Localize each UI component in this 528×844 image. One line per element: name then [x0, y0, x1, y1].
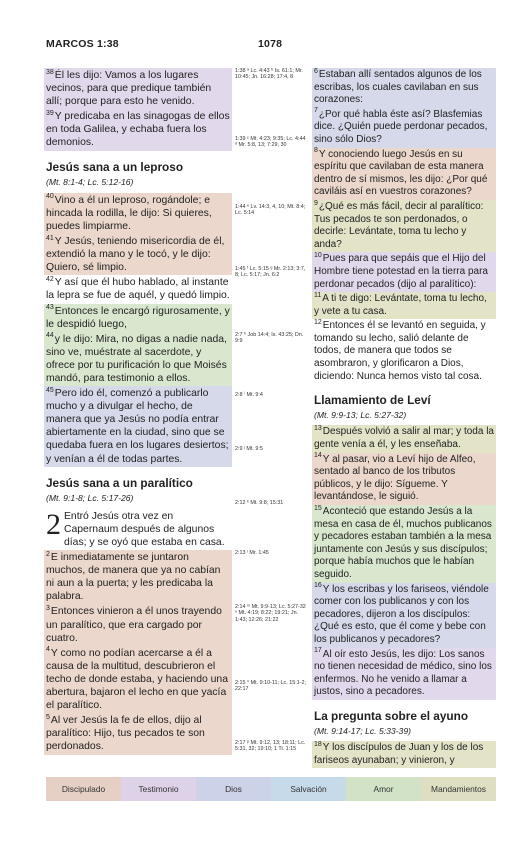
heading-ayuno-ref: (Mt. 9:14-17; Lc. 5:33-39)	[314, 725, 411, 736]
verse-2-14: $^{14}$Y al pasar, vio a Leví hijo de Alfeo, sentado al banco de los tributos públicos, y le dijo: Sígueme. Y levantándose, le siguió.	[312, 453, 496, 505]
legend-amor: Amor	[346, 777, 421, 801]
verse-2-8: $^8$Y conociendo luego Jesús en su espíritu que cavilaban de esta manera dentro de sí mismos, les dijo: ¿Por qué caviláis así en vuestros corazones?	[312, 148, 496, 200]
chapter-number: 2	[46, 507, 61, 541]
verse-2-9: $^9$¿Qué es más fácil, decir al paralítico: Tus pecados te son perdonados, o decirle: Levántate, toma tu lecho y anda?	[312, 200, 496, 252]
heading-leproso: Jesús sana a un leproso	[46, 159, 184, 174]
verse-2-18: $^{18}$Y los discípulos de Juan y los de los fariseos ayunaban; y vinieron, y	[312, 741, 496, 768]
running-head: MARCOS 1:38	[46, 38, 119, 50]
verse-1-44: $^{44}$y le dijo: Mira, no digas a nadie nada, sino ve, muéstrate al sacerdote, y ofrece por tu purificación lo que Moisés mandó, para testimonio a ellos.	[44, 332, 232, 386]
color-legend	[46, 777, 496, 801]
heading-levi: Llamamiento de Leví	[314, 393, 431, 408]
ref-2-12: 2:12 ᵏ Mt. 9:8; 15:31	[235, 500, 284, 506]
ref-2-9: 2:9 ʲ Mt. 9:5	[235, 446, 263, 452]
ref-1-39: 1:39 ᶜ Mt. 4:23; 9:35; Lc. 4:44 ᵈ Mr. 5:8, 13; 7:29, 30	[235, 136, 306, 149]
verse-2-10: $^{10}$Pues para que sepáis que el Hijo del Hombre tiene potestad en la tierra para perdonar pecados (dijo al paralítico):	[312, 252, 496, 292]
verse-2-5: $^5$Al ver Jesús la fe de ellos, dijo al paralítico: Hijo, tus pecados te son perdonados.	[44, 713, 232, 754]
verse-1-42: $^{42}$Y así que él hubo hablado, al instante la lepra se fue de aquél, y quedó limpio.	[46, 275, 230, 302]
verse-1-41: $^{41}$Y Jesús, teniendo misericordia de él, extendió la mano y le tocó, y le dijo: Quiero, sé limpio.	[44, 234, 232, 275]
verse-2-4: $^4$Y como no podían acercarse a él a causa de la multitud, descubrieron el techo de donde estaba, y haciendo una abertura, bajaron el lecho en que yacía el paralítico.	[44, 646, 232, 713]
ref-2-13: 2:13 ˡ Mr. 1:45	[235, 550, 269, 556]
heading-levi-ref: (Mt. 9:9-13; Lc. 5:27-32)	[314, 409, 407, 420]
right-column	[314, 68, 494, 768]
left-column	[46, 68, 230, 755]
verse-1-45: $^{45}$Pero ido él, comenzó a publicarlo mucho y a divulgar el hecho, de manera que ya Jesús no podía entrar abiertamente en la ciudad, sino que se quedaba fuera en los lugares desiertos; y venían a él de todas partes.	[44, 386, 232, 467]
legend-mandamientos: Mandamientos	[421, 777, 496, 801]
ref-2-7: 2:7 ʰ Job 14:4; Is. 43:25; Dn. 9:9	[235, 332, 304, 345]
verse-2-12: $^{12}$Entonces él se levantó en seguida, y tomando su lecho, salió delante de todos, de manera que todos se asombraron, y glorificaron a Dios, diciendo: Nunca hemos visto tal cosa.	[314, 318, 486, 382]
verse-2-2: $^2$E inmediatamente se juntaron muchos, de manera que ya no cabían ni aun a la puerta; y les predicaba la palabra.	[44, 550, 232, 604]
ref-2-8: 2:8 ⁱ Mt. 9:4	[235, 392, 263, 398]
ref-2-14: 2:14 ᵐ Mt. 9:9-13; Lc. 5:27-32 ⁿ Mt. 4:19; 8:22; 19:21; Jn. 1:43; 12:26; 21:22	[235, 604, 306, 623]
heading-ayuno: La pregunta sobre el ayuno	[314, 708, 469, 723]
verse-2-17: $^{17}$Al oír esto Jesús, les dijo: Los sanos no tienen necesidad de médico, sino los enfermos. No he venido a llamar a justos, sino a pecadores.	[312, 648, 496, 700]
legend-salvacion: Salvación	[271, 777, 346, 801]
page-number: 1078	[258, 38, 283, 50]
verse-2-11: $^{11}$A ti te digo: Levántate, toma tu lecho, y vete a tu casa.	[312, 292, 496, 319]
ref-1-44: 1:44 ᵉ Lv. 14:3, 4, 10; Mt. 8:4; Lc. 5:14	[235, 204, 306, 217]
verse-2-1: 2 Entró Jesús otra vez en Capernaum después de algunos días; y se oyó que estaba en casa.	[46, 507, 225, 548]
legend-discipulado: Discipulado	[46, 777, 121, 801]
verse-1-40: $^{40}$Vino a él un leproso, rogándole; e hincada la rodilla, le dijo: Si quieres, puedes limpiarme.	[44, 193, 232, 234]
ref-1-38: 1:38 ᵃ Lc. 4:43 ᵇ Is. 61:1; Mr. 10:45; Jn. 16:28; 17:4, 8	[235, 68, 303, 81]
heading-leproso-ref: (Mt. 8:1-4; Lc. 5:12-16)	[46, 176, 134, 187]
verse-2-16: $^{16}$Y los escribas y los fariseos, viéndole comer con los publicanos y con los pecadores, dijeron a los discípulos: ¿Qué es esto, que él come y bebe con los publicanos y pecadores?	[312, 583, 496, 648]
verse-1-39: $^{39}$Y predicaba en las sinagogas de ellos en toda Galilea, y echaba fuera los demonios.	[44, 109, 232, 150]
ref-1-45: 1:45 ᶠ Lc. 5:15 ᵍ Mr. 2:13; 3:7, 8; Lc. 5:17; Jn. 6:2	[235, 266, 306, 279]
legend-testimonio: Testimonio	[121, 777, 196, 801]
heading-paralitico-ref: (Mt. 9:1-8; Lc. 5:17-26)	[46, 492, 134, 503]
verse-2-13: $^{13}$Después volvió a salir al mar; y toda la gente venía a él, y les enseñaba.	[312, 425, 496, 452]
heading-paralitico: Jesús sana a un paralítico	[46, 475, 193, 490]
verse-1-43: $^{43}$Entonces le encargó rigurosamente, y le despidió luego,	[44, 304, 232, 332]
verse-1-38: $^{38}$Él les dijo: Vamos a los lugares vecinos, para que predique también allí; porque para esto he venido.	[44, 68, 232, 109]
verse-2-6: $^6$Estaban allí sentados algunos de los escribas, los cuales cavilaban en sus corazones:	[312, 68, 496, 108]
verse-2-7: $^7$¿Por qué habla éste así? Blasfemias dice. ¿Quién puede perdonar pecados, sino sólo Dios?	[312, 108, 496, 148]
verse-2-15: $^{15}$Aconteció que estando Jesús a la mesa en casa de él, muchos publicanos y pecadores estaban también a la mesa juntamente con Jesús y sus discípulos; porque había muchos que le habían seguido.	[312, 505, 496, 583]
ref-2-15: 2:15 ° Mt. 9:10-11; Lc. 15:1-2; 22:17	[235, 680, 306, 693]
ref-2-17: 2:17 ᵖ Mt. 9:12, 13; 18:11; Lc. 5:31, 32; 19:10; 1 Ti. 1:15	[235, 740, 306, 753]
verse-2-3: $^3$Entonces vinieron a él unos trayendo un paralítico, que era cargado por cuatro.	[44, 604, 232, 645]
legend-dios: Dios	[196, 777, 271, 801]
